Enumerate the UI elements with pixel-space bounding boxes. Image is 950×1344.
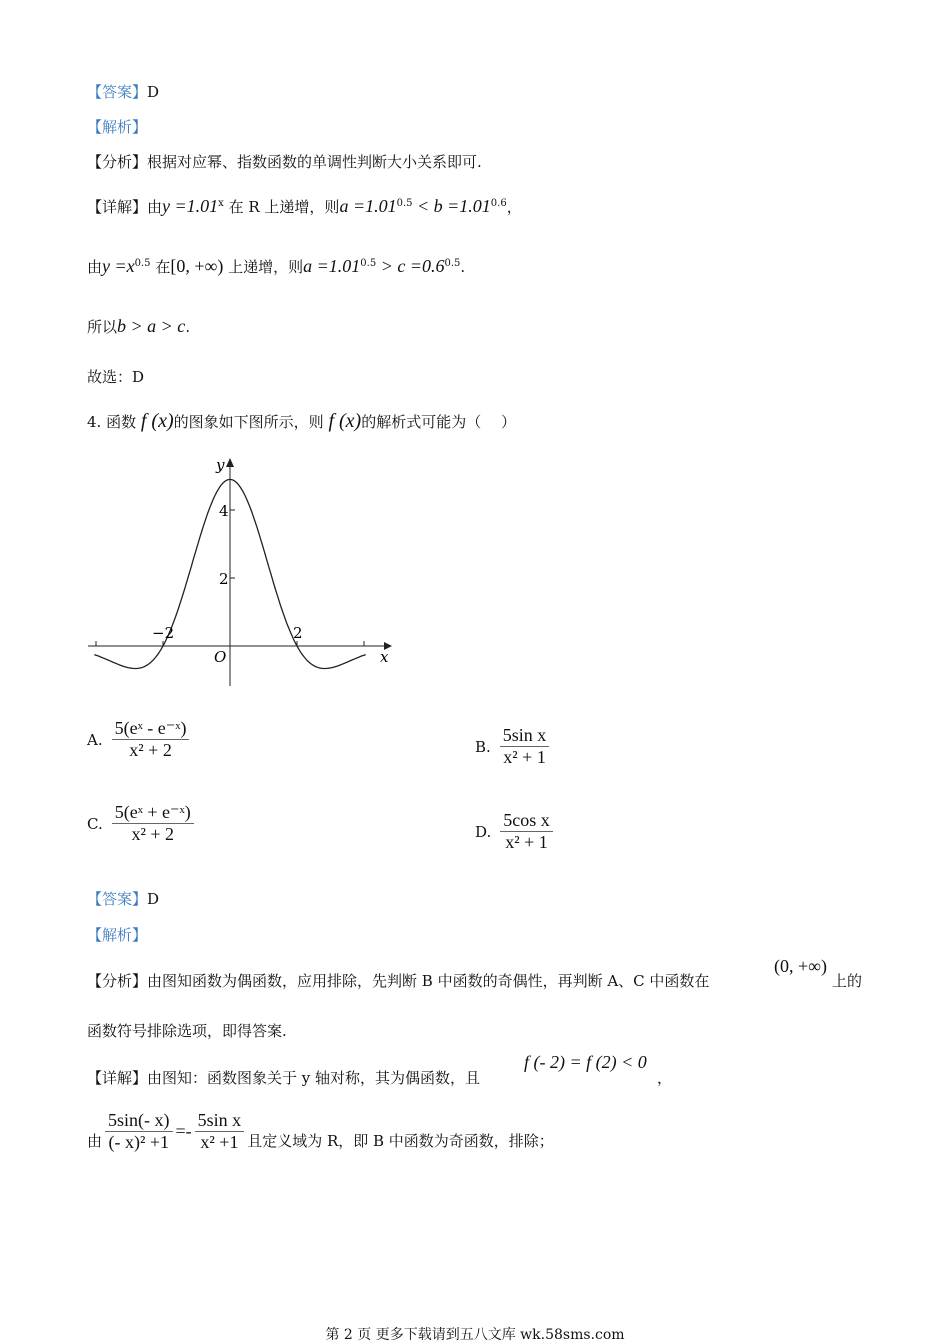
answer-label: 【答案】 [87,890,148,908]
text: 在 [155,258,171,276]
fenxi-line-2: 函数符号排除选项，即得答案. [87,1022,287,1040]
y-tick-label: 2 [219,570,229,588]
text: ， [657,1069,673,1087]
text: . [185,318,191,336]
text: 上的 [832,972,863,990]
answer-line [87,81,159,102]
detail-line-1 [87,1067,480,1088]
fraction [105,1110,173,1153]
detail-line-1 [87,196,522,217]
text: 由 [87,258,103,276]
denominator: (- x)² +1 [108,1132,170,1152]
text: 4. 函数 [87,413,137,431]
fraction [500,725,550,768]
math-sup: 0.5 [360,258,377,269]
denominator: x² + 2 [131,824,175,844]
fraction [195,1110,245,1153]
page-footer: 第 2 页 更多下载请到五八文库 wk.58sms.com [325,1327,625,1343]
numerator: 5cos x [500,810,553,832]
option-b [475,725,552,768]
question-4-stem [87,410,516,433]
math: =- [175,1121,192,1141]
text: 的解析式可能为（ ） [361,413,516,431]
detail-label: 【详解】 [87,198,148,216]
text: 由图知函数为偶函数，应用排除，先判断 B 中函数的奇偶性，再判断 A、C 中函数在 [147,972,710,990]
numerator: 5sin x [500,725,550,747]
analysis-label: 【解析】 [87,926,148,944]
text: 由图知：函数图象关于 y 轴对称，其为偶函数，且 [147,1069,481,1087]
detail-line-3 [87,316,190,337]
math: y =1.01 [162,196,219,216]
math-sup: 0.6 [490,198,507,209]
text: 且定义域为 R，即 B 中函数为奇函数，排除； [247,1132,554,1150]
math: f (- 2) = f (2) < 0 [524,1052,647,1072]
text: 在 R 上递增，则 [228,198,340,216]
text: 所以 [87,318,118,336]
y-tick-label: 4 [219,502,229,520]
option-a [87,718,192,761]
fenxi-line [87,151,482,172]
detail-line-2 [87,1110,554,1153]
option-c [87,802,197,845]
origin-label: O [214,648,227,666]
option-letter: D. [475,822,492,841]
x-axis-label: x [380,648,389,666]
denominator: x² + 1 [503,747,546,767]
answer-line [87,888,159,909]
math-sup: 0.5 [444,258,461,269]
option-letter: B. [475,737,491,756]
math: f (x) [140,410,174,432]
condition [524,1052,647,1073]
option-letter: A. [87,730,103,749]
x-tick-label: 2 [293,624,303,642]
choose-line: 故选：D [87,368,145,386]
math: > c =0.6 [376,256,445,276]
math-sup: 0.5 [396,198,413,209]
denominator: x² + 1 [505,832,548,852]
text: 上递增，则 [228,258,304,276]
text: 的图象如下图所示，则 [173,413,324,431]
math: [0, +∞) [170,256,224,276]
numerator: 5sin x [195,1110,245,1132]
fraction [112,802,194,845]
text: ， [506,198,522,216]
numerator: 5(eˣ - e⁻ˣ) [112,718,190,740]
text: 由 [147,198,163,216]
interval: (0, +∞) [774,956,827,976]
numerator: 5(eˣ + e⁻ˣ) [112,802,194,824]
analysis-label: 【解析】 [87,118,148,136]
math: < b =1.01 [412,196,491,216]
denominator: x² + 2 [129,740,172,760]
math: b > a > c [117,316,186,336]
text: 由 [87,1132,103,1150]
y-axis-label: y [216,456,225,474]
answer-label: 【答案】 [87,83,148,101]
fenxi-label: 【分析】 [87,972,148,990]
detail-line-2 [87,256,465,277]
answer-value: D [147,83,160,101]
fraction [112,718,190,761]
fraction [500,810,553,853]
fenxi-line [87,970,709,991]
answer-value: D [147,890,160,908]
math-sup: x [218,198,224,209]
numerator: 5sin(- x) [105,1110,173,1132]
detail-label: 【详解】 [87,1069,148,1087]
option-letter: C. [87,814,103,833]
fenxi-text: 根据对应幂、指数函数的单调性判断大小关系即可. [147,153,482,171]
y-axis-arrow-icon [226,458,234,467]
math: a =1.01 [303,256,361,276]
function-graph [80,450,400,695]
text: . [460,258,466,276]
x-tick-label: −2 [152,624,175,642]
math: y =x [102,256,135,276]
math: f (x) [328,410,362,432]
math: a =1.01 [339,196,397,216]
denominator: x² +1 [200,1132,239,1152]
math-sup: 0.5 [134,258,151,269]
option-d [475,810,556,853]
fenxi-label: 【分析】 [87,153,148,171]
